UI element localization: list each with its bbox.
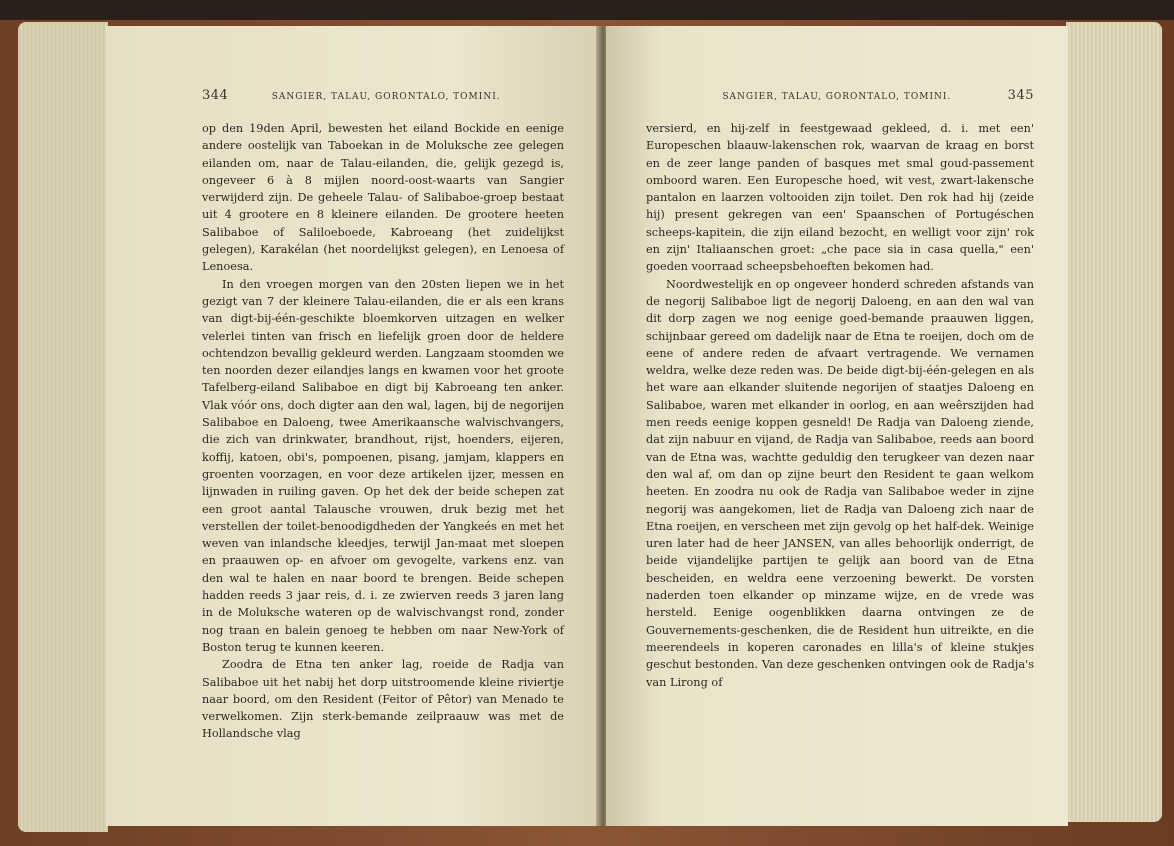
- right-page: [606, 26, 1068, 826]
- right-running-header: SANGIER, TALAU, GORONTALO, TOMINI.: [722, 92, 952, 102]
- paragraph: Noordwestelijk en op ongeveer honderd schreden afstands van de negorij Salibaboe ligt de negorij Daloeng, en aan den wal van dit dorp zagen we nog eenige goed-bemande praauwen liggen, schijnbaar gereed om dadelijk naar de Etna te roeijen, doch om de eene of andere reden de afvaart vertragende. We vernamen weldra, welke deze reden was. De beide digt-bij-één-gelegen en als het ware aan elkander sluitende negorijen of staatjes Daloeng en Salibaboe, waren met elkander in oorlog, en aan weêrszijden had men reeds eenige koppen gesneld! De Radja van Daloeng ziende, dat zijn nabuur en vijand, de Radja van Salibaboe, reeds aan boord van de Etna was, wachtte geduldig den terugkeer van dezen naar den wal af, om dan op zijne beurt den Resident te gaan welkom heeten. En zoodra nu ook de Radja van Salibaboe weder in zijne negorij was aangekomen, liet de Radja van Daloeng zich naar de Etna roeijen, en verscheen met zijn gevolg op het half-dek. Weinige uren later had de heer JANSEN, van alles behoorlijk onderrigt, de beide vijandelijke partijen te gelijk aan boord van de Etna bescheiden, en weldra eene verzoening bewerkt. De vorsten naderden toen elkander op minzame wijze, en de vrede was hersteld. Eenige oogenblikken daarna ontvingen ze de Gouvernements-geschenken, die de Resident hun uitreikte, en die meerendeels in koperen caronades en lilla's of kleine stukjes geschut bestonden. Van deze geschenken ontvingen ook de Radja's van Lirong of: [646, 277, 1034, 689]
- paragraph: versierd, en hij-zelf in feestgewaad gekleed, d. i. met een' Europeschen blaauw-lakenschen rok, waarvan de kraag en borst en de zeer lange panden of basques met smal goud-passement omboord waren. Een Europesche hoed, wit vest, zwart-lakensche pantalon en laarzen voltooiden zijn toilet. Den rok had hij (zeide hij) present gekregen van een' Spaanschen of Portugéschen scheeps-kapitein, die zijn eiland bezocht, en welligt voor zijn' rok en zijn' Italiaanschen groet: „che pace sia in casa quella," een' goeden voorraad scheepsbehoeften bekomen had.: [646, 122, 1034, 274]
- right-page-number: 345: [1007, 88, 1034, 103]
- paragraph: op den 19den April, bewesten het eiland Bockide en eenige andere oostelijk van Taboekan in de Moluksche zee gelegen eilanden om, naar de Talau-eilanden, die, gelijk gezegd is, ongeveer 6 à 8 mijlen noord-oost-waarts van Sangier verwijderd zijn. De geheele Talau- of Salibaboe-groep bestaat uit 4 grootere en 8 kleinere eilanden. De grootere heeten Salibaboe of Saliloeboede, Kabroeang (het zuidelijkst gelegen), Karakélan (het noordelijkst gelegen), en Lenoesa of Lenoesa.: [202, 122, 564, 274]
- left-page: [106, 26, 600, 826]
- right-page-header: [646, 88, 1034, 104]
- right-page-body: [646, 120, 1034, 691]
- right-page-edges: [1066, 22, 1162, 822]
- paragraph: In den vroegen morgen van den 20sten liepen we in het gezigt van 7 der kleinere Talau-eilanden, die er als een krans van digt-bij-één-geschikte bloemkorven uitzagen en welker velerlei tinten van frisch en liefelijk groen door de heldere ochtendzon bevallig gekleurd werden. Langzaam stoomden we ten noorden dezer eilandjes langs en kwamen voor het groote Tafelberg-eiland Salibaboe en digt bij Kabroeang ten anker. Vlak vóór ons, doch digter aan den wal, lagen, bij de negorijen Salibaboe en Daloeng, twee Amerikaansche walvischvangers, die zich van drinkwater, brandhout, rijst, hoenders, eijeren, koffij, katoen, obi's, pompoenen, pisang, jamjam, klappers en groenten voorzagen, en voor deze artikelen ijzer, messen en lijnwaden in ruiling gaven. Op het dek der beide schepen zat een groot aantal Talausche vrouwen, druk bezig met het verstellen der toilet-benoodigdheden der Yangkeés en met het weven van inlandsche kleedjes, terwijl Jan-maat met sloepen en praauwen op- en afvoer om gevogelte, varkens enz. van den wal te halen en naar boord te brengen. Beide schepen hadden reeds 3 jaar reis, d. i. ze zwierven reeds 3 jaren lang in de Moluksche wateren op de walvischvangst rond, zonder nog traan en balein genoeg te hebben om naar New-York of Boston terug te kunnen keeren.: [202, 277, 564, 654]
- left-page-number: 344: [202, 88, 229, 103]
- left-page-edges: [18, 22, 108, 832]
- paragraph: Zoodra de Etna ten anker lag, roeide de Radja van Salibaboe uit het nabij het dorp uitstroomende kleine riviertje naar boord, om den Resident (Feitor of Pêtor) van Menado te verwelkomen. Zijn sterk-bemande zeilpraauw was met de Hollandsche vlag: [202, 658, 564, 741]
- scanner-edge: [0, 0, 1174, 20]
- left-running-header: SANGIER, TALAU, GORONTALO, TOMINI.: [271, 92, 501, 102]
- left-page-header: [202, 88, 564, 104]
- left-page-body: [202, 120, 564, 743]
